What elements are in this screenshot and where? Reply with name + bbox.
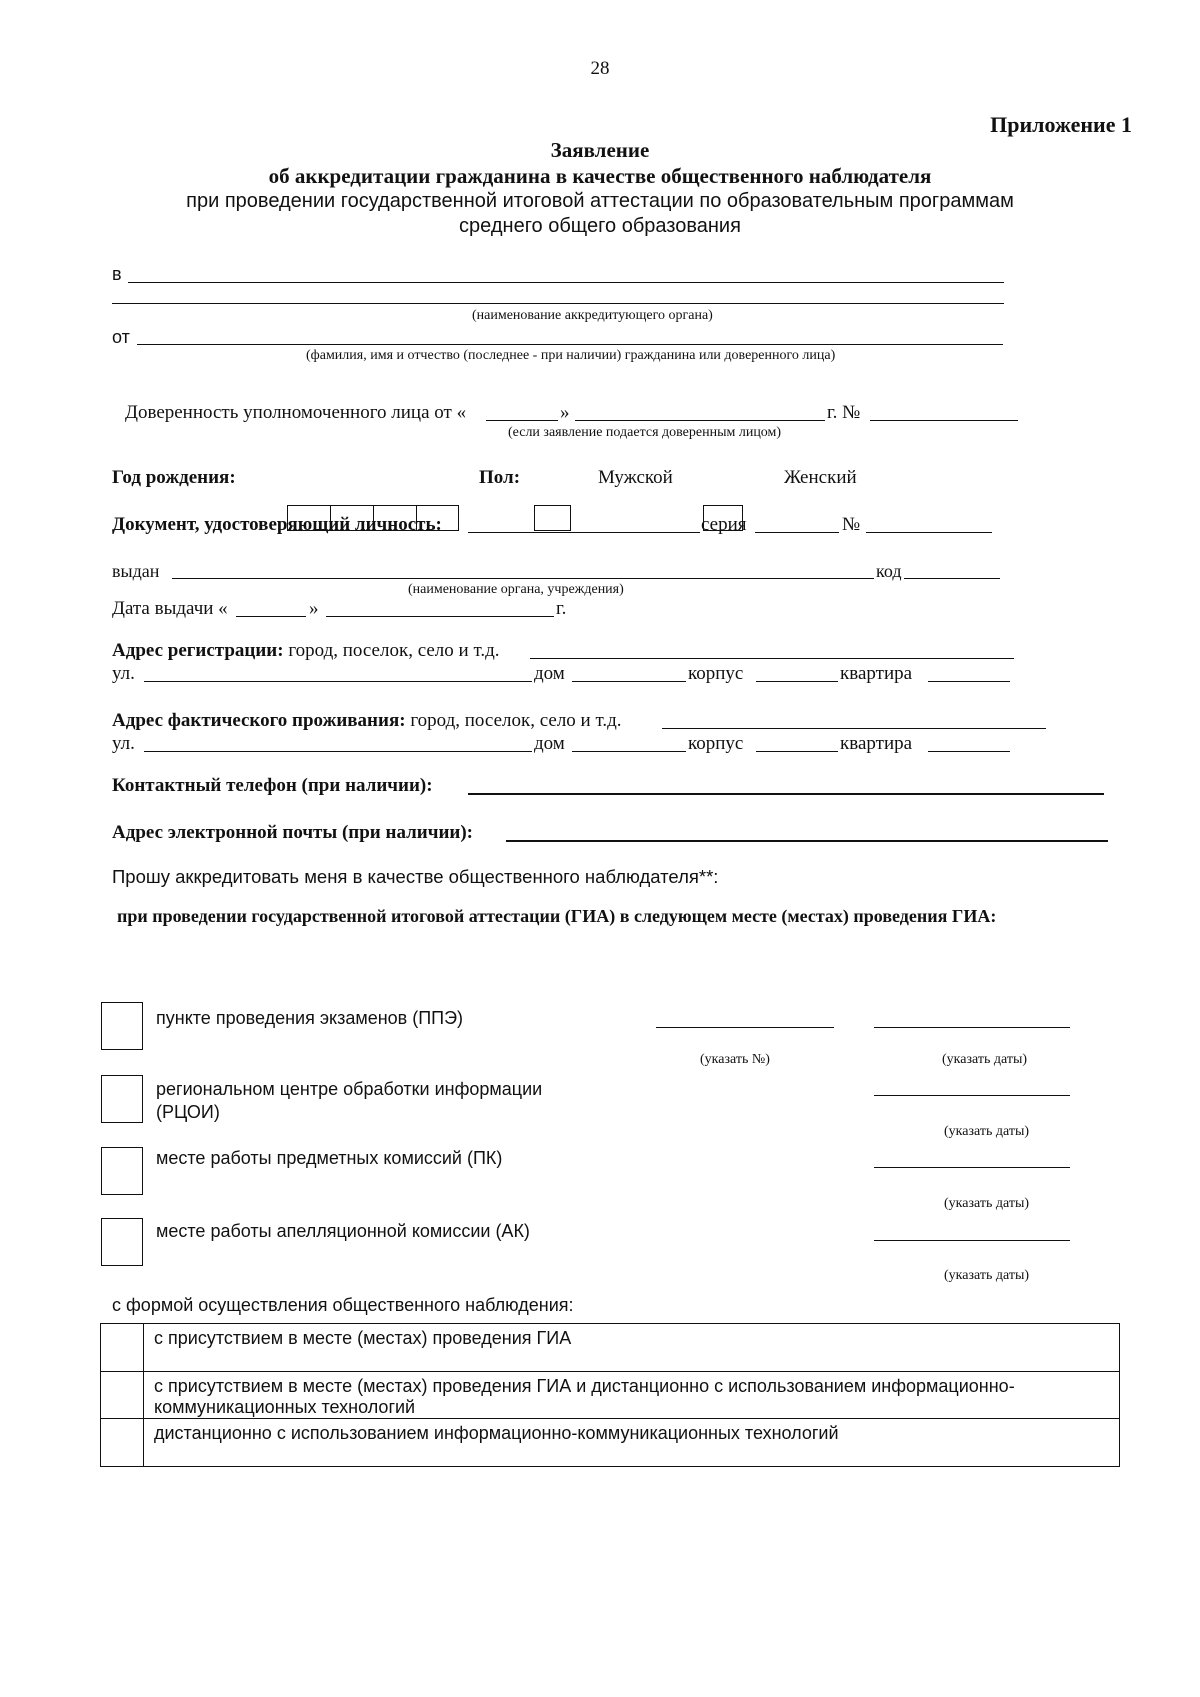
reg-locality-field[interactable] xyxy=(530,658,1014,659)
form-subtitle-line4: среднего общего образования xyxy=(459,215,741,237)
from-caption: (фамилия, имя и отчество (последнее - при наличии) гражданина или доверенного лица) xyxy=(306,348,836,363)
observation-form-row-1 xyxy=(101,1324,1120,1372)
ak-checkbox[interactable] xyxy=(101,1218,143,1266)
appendix-label: Приложение 1 xyxy=(990,112,1132,137)
actual-flat-label: квартира xyxy=(840,733,913,754)
observation-form-text-2 xyxy=(144,1372,1120,1419)
form-subtitle-line3: при проведении государственной итоговой аттестации по образовательным программам xyxy=(186,190,1014,212)
issue-year-suffix: г. xyxy=(556,598,567,619)
actual-address-locality-label: город, поселок, село и т.д. xyxy=(410,710,622,731)
reg-street-field[interactable] xyxy=(144,681,532,682)
to-field-line-2[interactable] xyxy=(112,303,1004,304)
observation-form-checkbox-3[interactable] xyxy=(101,1419,144,1467)
issued-label: выдан xyxy=(112,561,160,581)
ppe-number-field[interactable] xyxy=(656,1027,834,1028)
id-doc-number-field[interactable] xyxy=(866,532,992,533)
issued-caption: (наименование органа, учреждения) xyxy=(408,582,624,597)
actual-house-field[interactable] xyxy=(572,751,686,752)
proxy-quote-close: » xyxy=(560,402,570,423)
request-text: Прошу аккредитовать меня в качестве общественного наблюдателя**: xyxy=(112,866,719,887)
ak-dates-caption: (указать даты) xyxy=(944,1268,1030,1283)
actual-street-label: ул. xyxy=(112,733,135,754)
issued-code-field[interactable] xyxy=(904,578,1000,579)
email-field[interactable] xyxy=(506,840,1108,842)
rcoi-dates-caption: (указать даты) xyxy=(944,1124,1030,1139)
male-checkbox[interactable] xyxy=(534,505,571,531)
rcoi-label-line2: (РЦОИ) xyxy=(156,1102,220,1122)
proxy-month-field[interactable] xyxy=(575,420,825,421)
id-doc-type-field[interactable] xyxy=(468,532,700,533)
observation-form-text-2-line1: с присутствием в месте (местах) проведения ГИА и дистанционно с использованием информационно- xyxy=(154,1376,1015,1396)
form-of-observation-label: с формой осуществления общественного наблюдения: xyxy=(112,1295,574,1315)
id-doc-series-field[interactable] xyxy=(755,532,839,533)
phone-field[interactable] xyxy=(468,793,1104,795)
rcoi-label-line1: региональном центре обработки информации xyxy=(156,1079,543,1099)
proxy-year-suffix: г. № xyxy=(827,402,861,423)
form-subtitle: об аккредитации гражданина в качестве общественного наблюдателя xyxy=(268,164,932,188)
ak-label: месте работы апелляционной комиссии (АК) xyxy=(156,1221,530,1241)
from-field-line[interactable] xyxy=(137,344,1003,345)
issue-month-field[interactable] xyxy=(326,616,554,617)
from-prefix: от xyxy=(112,327,130,347)
actual-address-row xyxy=(112,710,622,732)
observation-form-text-1: с присутствием в месте (местах) проведения ГИА xyxy=(144,1324,1120,1372)
observation-form-checkbox-2[interactable] xyxy=(101,1372,144,1419)
actual-house-label: дом xyxy=(534,733,565,754)
reg-address-label: Адрес регистрации: xyxy=(112,640,284,661)
actual-address-label: Адрес фактического проживания: xyxy=(112,710,406,731)
ppe-checkbox[interactable] xyxy=(101,1002,143,1050)
reg-street-label: ул. xyxy=(112,663,135,684)
reg-house-label: дом xyxy=(534,663,565,684)
reg-flat-field[interactable] xyxy=(928,681,1010,682)
observation-form-text-3: дистанционно с использованием информационно-коммуникационных технологий xyxy=(144,1419,1120,1467)
ppe-dates-caption: (указать даты) xyxy=(942,1052,1028,1067)
male-label: Мужской xyxy=(598,467,673,488)
issued-by-field[interactable] xyxy=(172,578,874,579)
rcoi-dates-field[interactable] xyxy=(874,1095,1070,1096)
to-caption: (наименование аккредитующего органа) xyxy=(472,308,713,323)
reg-house-field[interactable] xyxy=(572,681,686,682)
actual-building-label: корпус xyxy=(688,733,744,754)
id-doc-label: Документ, удостоверяющий личность: xyxy=(112,514,442,535)
actual-street-field[interactable] xyxy=(144,751,532,752)
actual-flat-field[interactable] xyxy=(928,751,1010,752)
ppe-label: пункте проведения экзаменов (ППЭ) xyxy=(156,1008,464,1028)
id-doc-number-label: № xyxy=(842,514,861,535)
reg-flat-label: квартира xyxy=(840,663,913,684)
proxy-caption: (если заявление подается доверенным лицом) xyxy=(508,425,782,440)
to-prefix: в xyxy=(112,264,122,284)
observation-form-table xyxy=(100,1323,1120,1467)
ak-dates-field[interactable] xyxy=(874,1240,1070,1241)
to-field-line[interactable] xyxy=(128,282,1004,283)
page-number: 28 xyxy=(590,58,610,79)
birth-year-label: Год рождения: xyxy=(112,467,236,488)
gia-heading: при проведении государственной итоговой аттестации (ГИА) в следующем месте (местах) проведения ГИА: xyxy=(117,906,997,926)
reg-address-locality-label: город, поселок, село и т.д. xyxy=(288,640,500,661)
proxy-label: Доверенность уполномоченного лица от « xyxy=(125,402,467,423)
gender-label: Пол: xyxy=(479,467,521,488)
ppe-number-caption: (указать №) xyxy=(700,1052,770,1067)
reg-building-label: корпус xyxy=(688,663,744,684)
actual-building-field[interactable] xyxy=(756,751,838,752)
id-doc-series-label: серия xyxy=(701,514,747,535)
proxy-day-field[interactable] xyxy=(486,420,558,421)
observation-form-row-2 xyxy=(101,1372,1120,1419)
observation-form-row-3 xyxy=(101,1419,1120,1467)
rcoi-checkbox[interactable] xyxy=(101,1075,143,1123)
issue-date-label: Дата выдачи « xyxy=(112,598,228,619)
proxy-number-field[interactable] xyxy=(870,420,1018,421)
reg-building-field[interactable] xyxy=(756,681,838,682)
pk-checkbox[interactable] xyxy=(101,1147,143,1195)
ppe-dates-field[interactable] xyxy=(874,1027,1070,1028)
phone-label: Контактный телефон (при наличии): xyxy=(112,775,433,796)
reg-address-row xyxy=(112,640,500,662)
pk-dates-caption: (указать даты) xyxy=(944,1196,1030,1211)
pk-label: месте работы предметных комиссий (ПК) xyxy=(156,1148,503,1168)
pk-dates-field[interactable] xyxy=(874,1167,1070,1168)
issue-quote-close: » xyxy=(309,598,319,619)
female-label: Женский xyxy=(784,467,857,488)
email-label: Адрес электронной почты (при наличии): xyxy=(112,822,473,843)
form-title: Заявление xyxy=(550,138,650,162)
actual-locality-field[interactable] xyxy=(662,728,1046,729)
observation-form-text-2-line2: коммуникационных технологий xyxy=(154,1397,416,1417)
issue-day-field[interactable] xyxy=(236,616,306,617)
issued-code-label: код xyxy=(876,561,902,581)
observation-form-checkbox-1[interactable] xyxy=(101,1324,144,1372)
